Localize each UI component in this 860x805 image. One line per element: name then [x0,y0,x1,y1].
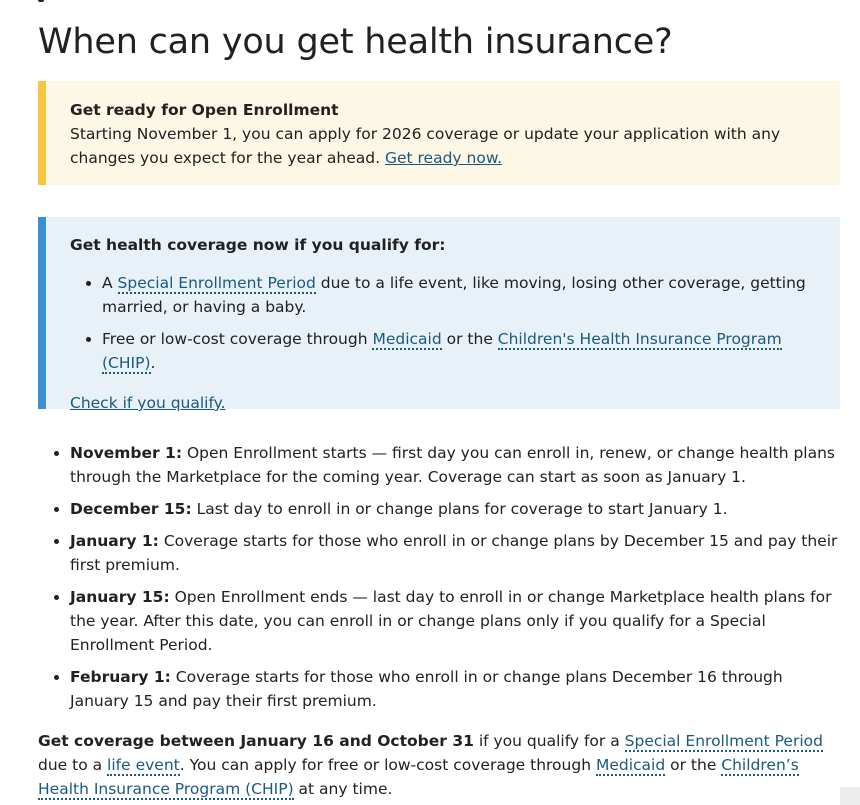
date-label: January 15: [70,588,170,606]
date-item-december-15 [70,497,840,521]
open-enrollment-alert [38,81,840,185]
closing-medicaid-link[interactable]: Medicaid [595,756,666,774]
check-qualify-wrap [70,391,820,415]
qualify-item-sep-prefix: A [102,274,118,292]
qualify-item-medicaid-suffix: . [150,354,156,372]
qualify-item-sep-suffix: due to a life event, like moving, losing other coverage, getting married, or having a baby. [102,274,806,316]
closing-text-5: at any time. [293,780,393,798]
qualify-alert-heading: Get health coverage now if you qualify for: [70,236,446,254]
closing-chip-link[interactable]: Children’s Health Insurance Program (CHIP) [38,756,799,798]
date-label: November 1: [70,444,183,462]
qualify-item-medicaid [102,327,820,375]
closing-text-3: . You can apply for free or low-cost coverage through [179,756,596,774]
date-item-january-1 [70,529,840,577]
date-description: Open Enrollment starts — first day you can enroll in, renew, or change health plans through the Marketplace for the coming year. Coverage can start as soon as January 1. [70,444,835,486]
closing-text-2: due to a [38,756,108,774]
date-description: Last day to enroll in or change plans for coverage to start January 1. [191,500,728,518]
date-description: Coverage starts for those who enroll in or change plans by December 15 and pay their first premium. [70,532,838,574]
page-top-mark [38,0,44,2]
enrollment-dates-list [38,441,840,721]
date-item-january-15 [70,585,840,657]
qualify-item-medicaid-middle: or the [441,330,498,348]
special-enrollment-period-link[interactable]: Special Enrollment Period [117,274,316,292]
open-enrollment-alert-heading: Get ready for Open Enrollment [70,101,339,119]
open-enrollment-alert-body: Starting November 1, you can apply for 2026 coverage or update your application with any changes you expect for the year ahead. [70,125,781,167]
life-event-link[interactable]: life event [107,756,180,774]
page-title: When can you get health insurance? [38,22,673,62]
date-label: January 1: [70,532,159,550]
closing-sep-link[interactable]: Special Enrollment Period [624,732,823,750]
date-description: Coverage starts for those who enroll in or change plans December 16 through January 15 and pay their first premium. [70,668,783,710]
get-ready-now-link[interactable]: Get ready now. [384,149,503,167]
closing-paragraph [38,729,840,801]
closing-text-1: if you qualify for a [473,732,625,750]
date-label: February 1: [70,668,171,686]
date-description: Open Enrollment ends — last day to enroll in or change Marketplace health plans for the year. After this date, you can enroll in or change plans only if you qualify for a Special Enrollment Period. [70,588,832,654]
qualify-alert [38,217,840,412]
closing-bold: Get coverage between January 16 and October 31 [38,732,474,750]
qualify-item-sep [102,271,820,319]
qualify-list [70,271,820,375]
date-label: December 15: [70,500,192,518]
closing-text-4: or the [665,756,722,774]
qualify-item-medicaid-prefix: Free or low-cost coverage through [102,330,373,348]
medicaid-link[interactable]: Medicaid [372,330,442,348]
date-item-november-1 [70,441,840,489]
chip-link[interactable]: Children's Health Insurance Program (CHIP) [102,330,782,372]
open-enrollment-alert-text [70,122,820,170]
scrollbar-corner [840,787,860,805]
date-item-february-1 [70,665,840,713]
check-if-you-qualify-link[interactable]: Check if you qualify. [70,394,226,412]
